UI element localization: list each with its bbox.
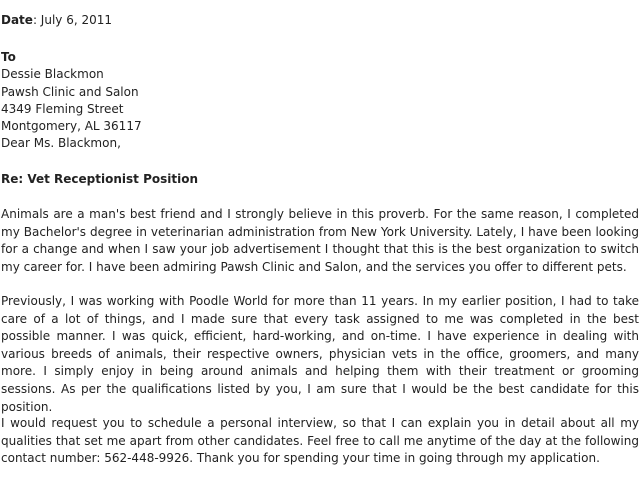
salutation: Dear Ms. Blackmon, xyxy=(1,136,121,150)
to-label: To xyxy=(1,50,16,64)
recipient-city: Montgomery, AL 36117 xyxy=(1,119,142,133)
body-paragraph-2: Previously, I was working with Poodle World for more than 11 years. In my earlier position, I had to take care of a lot of things, and I made sure that every task assigned to me was completed in the best possible manner. I was quick, efficient, hard-working, and on-time. I have experience in dealing with various breeds of animals, their respective owners, physician vets in the office, groomers, and many more. I simply enjoy in being around animals and helping them with their treatment or grooming sessions. As per the qualifications listed by you, I am sure that I would be the best candidate for this position. xyxy=(1,294,639,414)
recipient-street: 4349 Fleming Street xyxy=(1,102,124,116)
subject-line: Re: Vet Receptionist Position xyxy=(1,172,198,186)
date-label: Date xyxy=(1,13,33,27)
date-separator: : xyxy=(32,13,41,27)
body-paragraph-3: I would request you to schedule a personal interview, so that I can explain you in detail about all my qualities that set me apart from other candidates. Feel free to call me anytime of the day at the following contact number: 562-448-9926. Thank you for spending your time in going through my application. xyxy=(1,416,639,466)
recipient-company: Pawsh Clinic and Salon xyxy=(1,85,139,99)
recipient-name: Dessie Blackmon xyxy=(1,67,104,81)
date-line xyxy=(1,12,112,28)
date-value: July 6, 2011 xyxy=(40,13,112,27)
body-paragraph-1: Animals are a man's best friend and I strongly believe in this proverb. For the same reason, I completed my Bachelor's degree in veterinarian administration from New York University. Lately, I have been looking for a change and when I saw your job advertisement I thought that this is the best organization to switch my career for. I have been admiring Pawsh Clinic and Salon, and the services you offer to different pets. xyxy=(1,207,639,274)
